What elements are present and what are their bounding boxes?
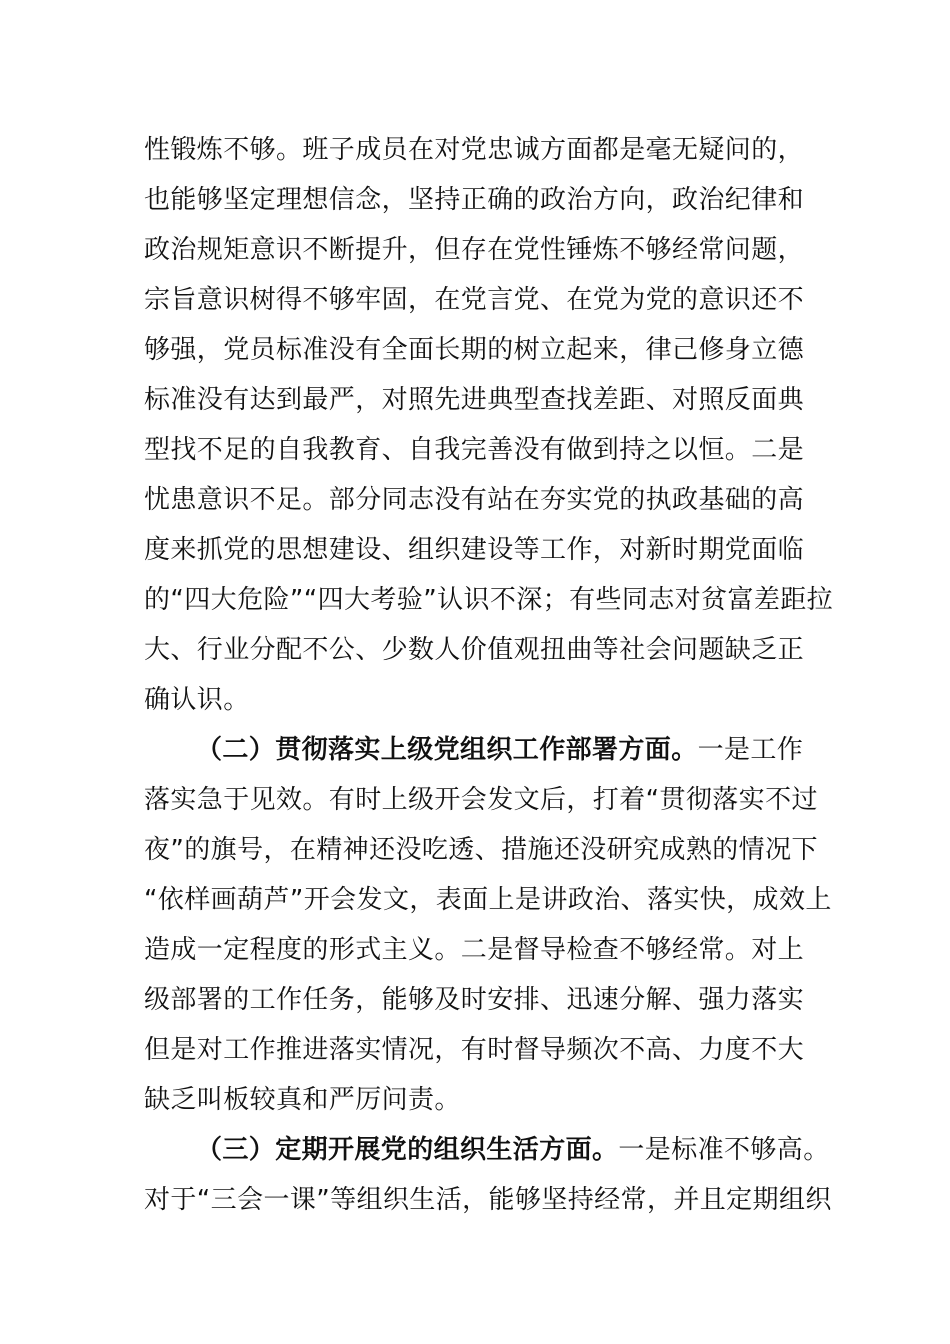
paragraph-line: 确认识。 — [144, 685, 250, 715]
paragraph-line: 标准没有达到最严，对照先进典型查找差距、对照反面典 — [144, 385, 805, 415]
paragraph-line: 的“四大危险”“四大考验”认识不深；有些同志对贫富差距拉 — [144, 585, 834, 615]
paragraph-line: 但是对工作推进落实情况，有时督导频次不高、力度不大 — [144, 1035, 805, 1065]
paragraph-line: 缺乏叫板较真和严厉问责。 — [144, 1085, 461, 1115]
section-2-heading: （二）贯彻落实上级党组织工作部署方面。 — [196, 735, 698, 765]
paragraph-line: 夜”的旗号，在精神还没吃透、措施还没研究成熟的情况下 — [144, 835, 818, 865]
paragraph-line: “依样画葫芦”开会发文，表面上是讲政治、落实快，成效上 — [144, 885, 832, 915]
paragraph-line: 对于“三会一课”等组织生活，能够坚持经常，并且定期组织 — [144, 1185, 832, 1215]
paragraph-line: 型找不足的自我教育、自我完善没有做到持之以恒。二是 — [144, 435, 805, 465]
paragraph-line: 也能够坚定理想信念，坚持正确的政治方向，政治纪律和 — [144, 185, 805, 215]
paragraph-line: 度来抓党的思想建设、组织建设等工作，对新时期党面临 — [144, 535, 805, 565]
paragraph-line: 性锻炼不够。班子成员在对党忠诚方面都是毫无疑问的， — [144, 135, 805, 165]
section-2-first-line-text: 一是工作 — [697, 735, 804, 765]
paragraph-line: 宗旨意识树得不够牢固，在党言党、在党为党的意识还不 — [144, 285, 805, 315]
section-2-first-line — [196, 733, 803, 767]
section-3-first-line-text: 一是标准不够高。 — [618, 1135, 830, 1165]
paragraph-line: 够强，党员标准没有全面长期的树立起来，律己修身立德 — [144, 335, 805, 365]
paragraph-line: 忧患意识不足。部分同志没有站在夯实党的执政基础的高 — [144, 485, 805, 515]
section-3-first-line — [196, 1133, 830, 1167]
paragraph-line: 政治规矩意识不断提升，但存在党性锤炼不够经常问题， — [144, 235, 805, 265]
paragraph-line: 落实急于见效。有时上级开会发文后，打着“贯彻落实不过 — [144, 785, 818, 815]
paragraph-line: 造成一定程度的形式主义。二是督导检查不够经常。对上 — [144, 935, 805, 965]
paragraph-line: 级部署的工作任务，能够及时安排、迅速分解、强力落实 — [144, 985, 805, 1015]
section-3-heading: （三）定期开展党的组织生活方面。 — [196, 1135, 619, 1165]
paragraph-line: 大、行业分配不公、少数人价值观扭曲等社会问题缺乏正 — [144, 635, 805, 665]
